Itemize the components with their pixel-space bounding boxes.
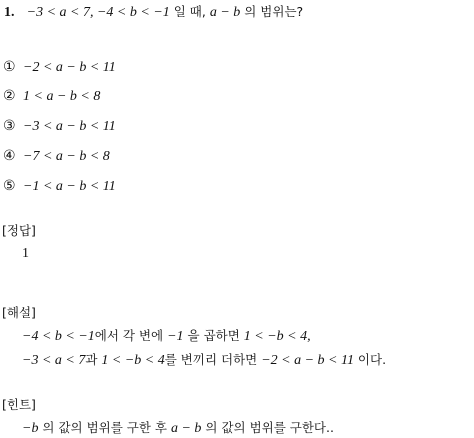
choice-mark: ①: [3, 59, 16, 75]
explanation-heading: [해설]: [2, 305, 36, 320]
choice-mark: ②: [3, 88, 16, 104]
explanation-text: 를 변끼리 더하면: [164, 352, 262, 367]
hint-text: 의 값의 범위를 구한다..: [201, 420, 334, 435]
choice-expression: −7 < a − b < 8: [23, 149, 110, 164]
question-line: [4, 4, 303, 21]
choice-4[interactable]: [3, 148, 110, 165]
explanation-text: 과: [85, 352, 102, 367]
choice-mark: ④: [3, 148, 16, 164]
explanation-text: 이다.: [353, 352, 387, 367]
question-text-end: 의 범위는?: [240, 4, 304, 19]
explanation-math: 1 < −b < 4,: [243, 329, 311, 344]
hint-heading: [힌트]: [2, 397, 36, 412]
explanation-line-1: [22, 328, 311, 345]
choice-1[interactable]: [3, 59, 116, 76]
explanation-math: 1 < −b < 4: [101, 353, 165, 368]
choice-mark: ③: [3, 118, 16, 134]
answer-heading: [정답]: [2, 223, 36, 238]
explanation-line-2: [22, 352, 386, 369]
choice-expression: 1 < a − b < 8: [23, 89, 101, 104]
hint-text: 의 값의 범위를 구한 후: [38, 420, 171, 435]
explanation-math: −4 < b < −1: [22, 329, 95, 344]
question-condition: −3 < a < 7, −4 < b < −1: [26, 5, 170, 20]
question-number: 1.: [4, 5, 15, 20]
explanation-math: −2 < a − b < 11: [261, 353, 354, 368]
question-text: 일 때,: [169, 4, 210, 19]
question-target: a − b: [209, 5, 241, 20]
explanation-text: 에서 각 변에: [94, 328, 168, 343]
choice-mark: ⑤: [3, 178, 16, 194]
explanation-text: 을 곱하면: [183, 328, 244, 343]
choice-expression: −3 < a − b < 11: [23, 119, 116, 134]
explanation-math: −3 < a < 7: [22, 353, 86, 368]
choice-2[interactable]: [3, 88, 100, 105]
explanation-math: −1: [167, 329, 184, 344]
choice-3[interactable]: [3, 118, 116, 135]
choice-5[interactable]: [3, 178, 116, 195]
choice-expression: −2 < a − b < 11: [23, 60, 116, 75]
hint-line: [22, 420, 334, 437]
answer-value: 1: [22, 246, 29, 261]
hint-math: a − b: [170, 421, 202, 436]
choice-expression: −1 < a − b < 11: [23, 179, 116, 194]
hint-math: −b: [22, 421, 39, 436]
